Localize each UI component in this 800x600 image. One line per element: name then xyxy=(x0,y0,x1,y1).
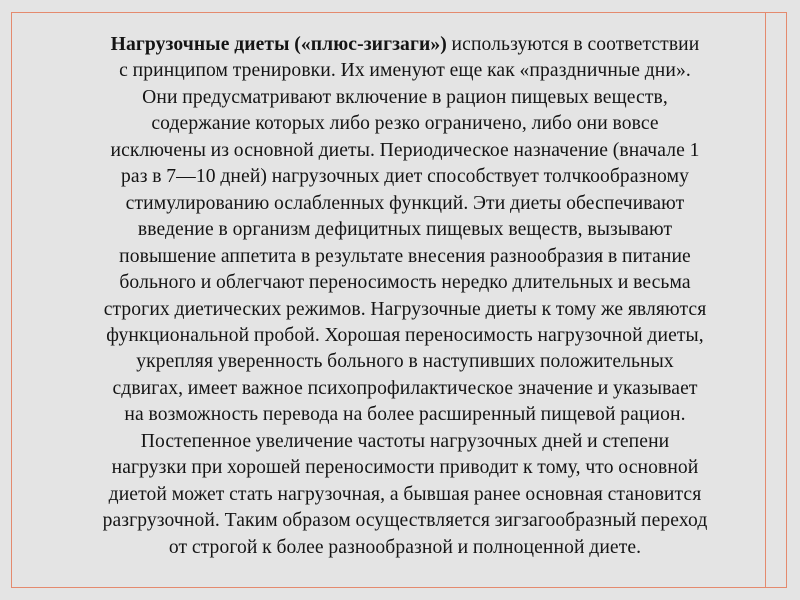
text-line-18: диетой может стать нагрузочная, а бывшая ранее основная становится xyxy=(108,483,702,505)
text-line-8: введение в организм дефицитных пищевых веществ, вызывают xyxy=(137,219,673,241)
text-line-2: с принципом тренировки. Их именуют еще как «праздничные дни». xyxy=(119,60,691,82)
text-line-13: укрепляя уверенность больного в наступивших положительных xyxy=(136,351,674,373)
text-line-9: повышение аппетита в результате внесения разнообразия в питание xyxy=(119,245,691,267)
text-line-6: раз в 7—10 дней) нагрузочных диет способствует толчкообразному xyxy=(121,166,689,188)
text-line-12: функциональной пробой. Хорошая переносимость нагрузочной диеты, xyxy=(106,324,704,346)
text-line-20: от строгой к более разнообразной и полноценной диете. xyxy=(168,536,642,558)
text-line-1 xyxy=(26,32,784,58)
text-line-1-rest: используются в соответствии xyxy=(446,34,700,55)
text-line-19: разгрузочной. Таким образом осуществляется зигзагообразный переход xyxy=(102,510,708,532)
text-line-17: нагрузки при хорошей переносимости приводит к тому, что основной xyxy=(111,457,699,479)
slide-body-text xyxy=(26,32,784,561)
text-line-16: Постепенное увеличение частоты нагрузочных дней и степени xyxy=(140,430,670,452)
lead-term: Нагрузочные диеты («плюс-зигзаги») xyxy=(110,34,447,55)
text-line-7: стимулированию ослабленных функций. Эти диеты обеспечивают xyxy=(125,192,685,214)
text-line-10: больного и облегчают переносимость нередко длительных и весьма xyxy=(119,272,691,294)
text-line-3: Они предусматривают включение в рацион пищевых веществ, xyxy=(142,86,668,108)
text-line-5: исключены из основной диеты. Периодическое назначение (вначале 1 xyxy=(110,139,700,161)
text-line-11: строгих диетических режимов. Нагрузочные диеты к тому же являются xyxy=(103,298,707,320)
text-line-4: содержание которых либо резко ограничено, либо они вовсе xyxy=(151,113,659,135)
text-line-15: на возможность перевода на более расширенный пищевой рацион. xyxy=(124,404,686,426)
text-line-14: сдвигах, имеет важное психопрофилактическое значение и указывает xyxy=(112,377,698,399)
